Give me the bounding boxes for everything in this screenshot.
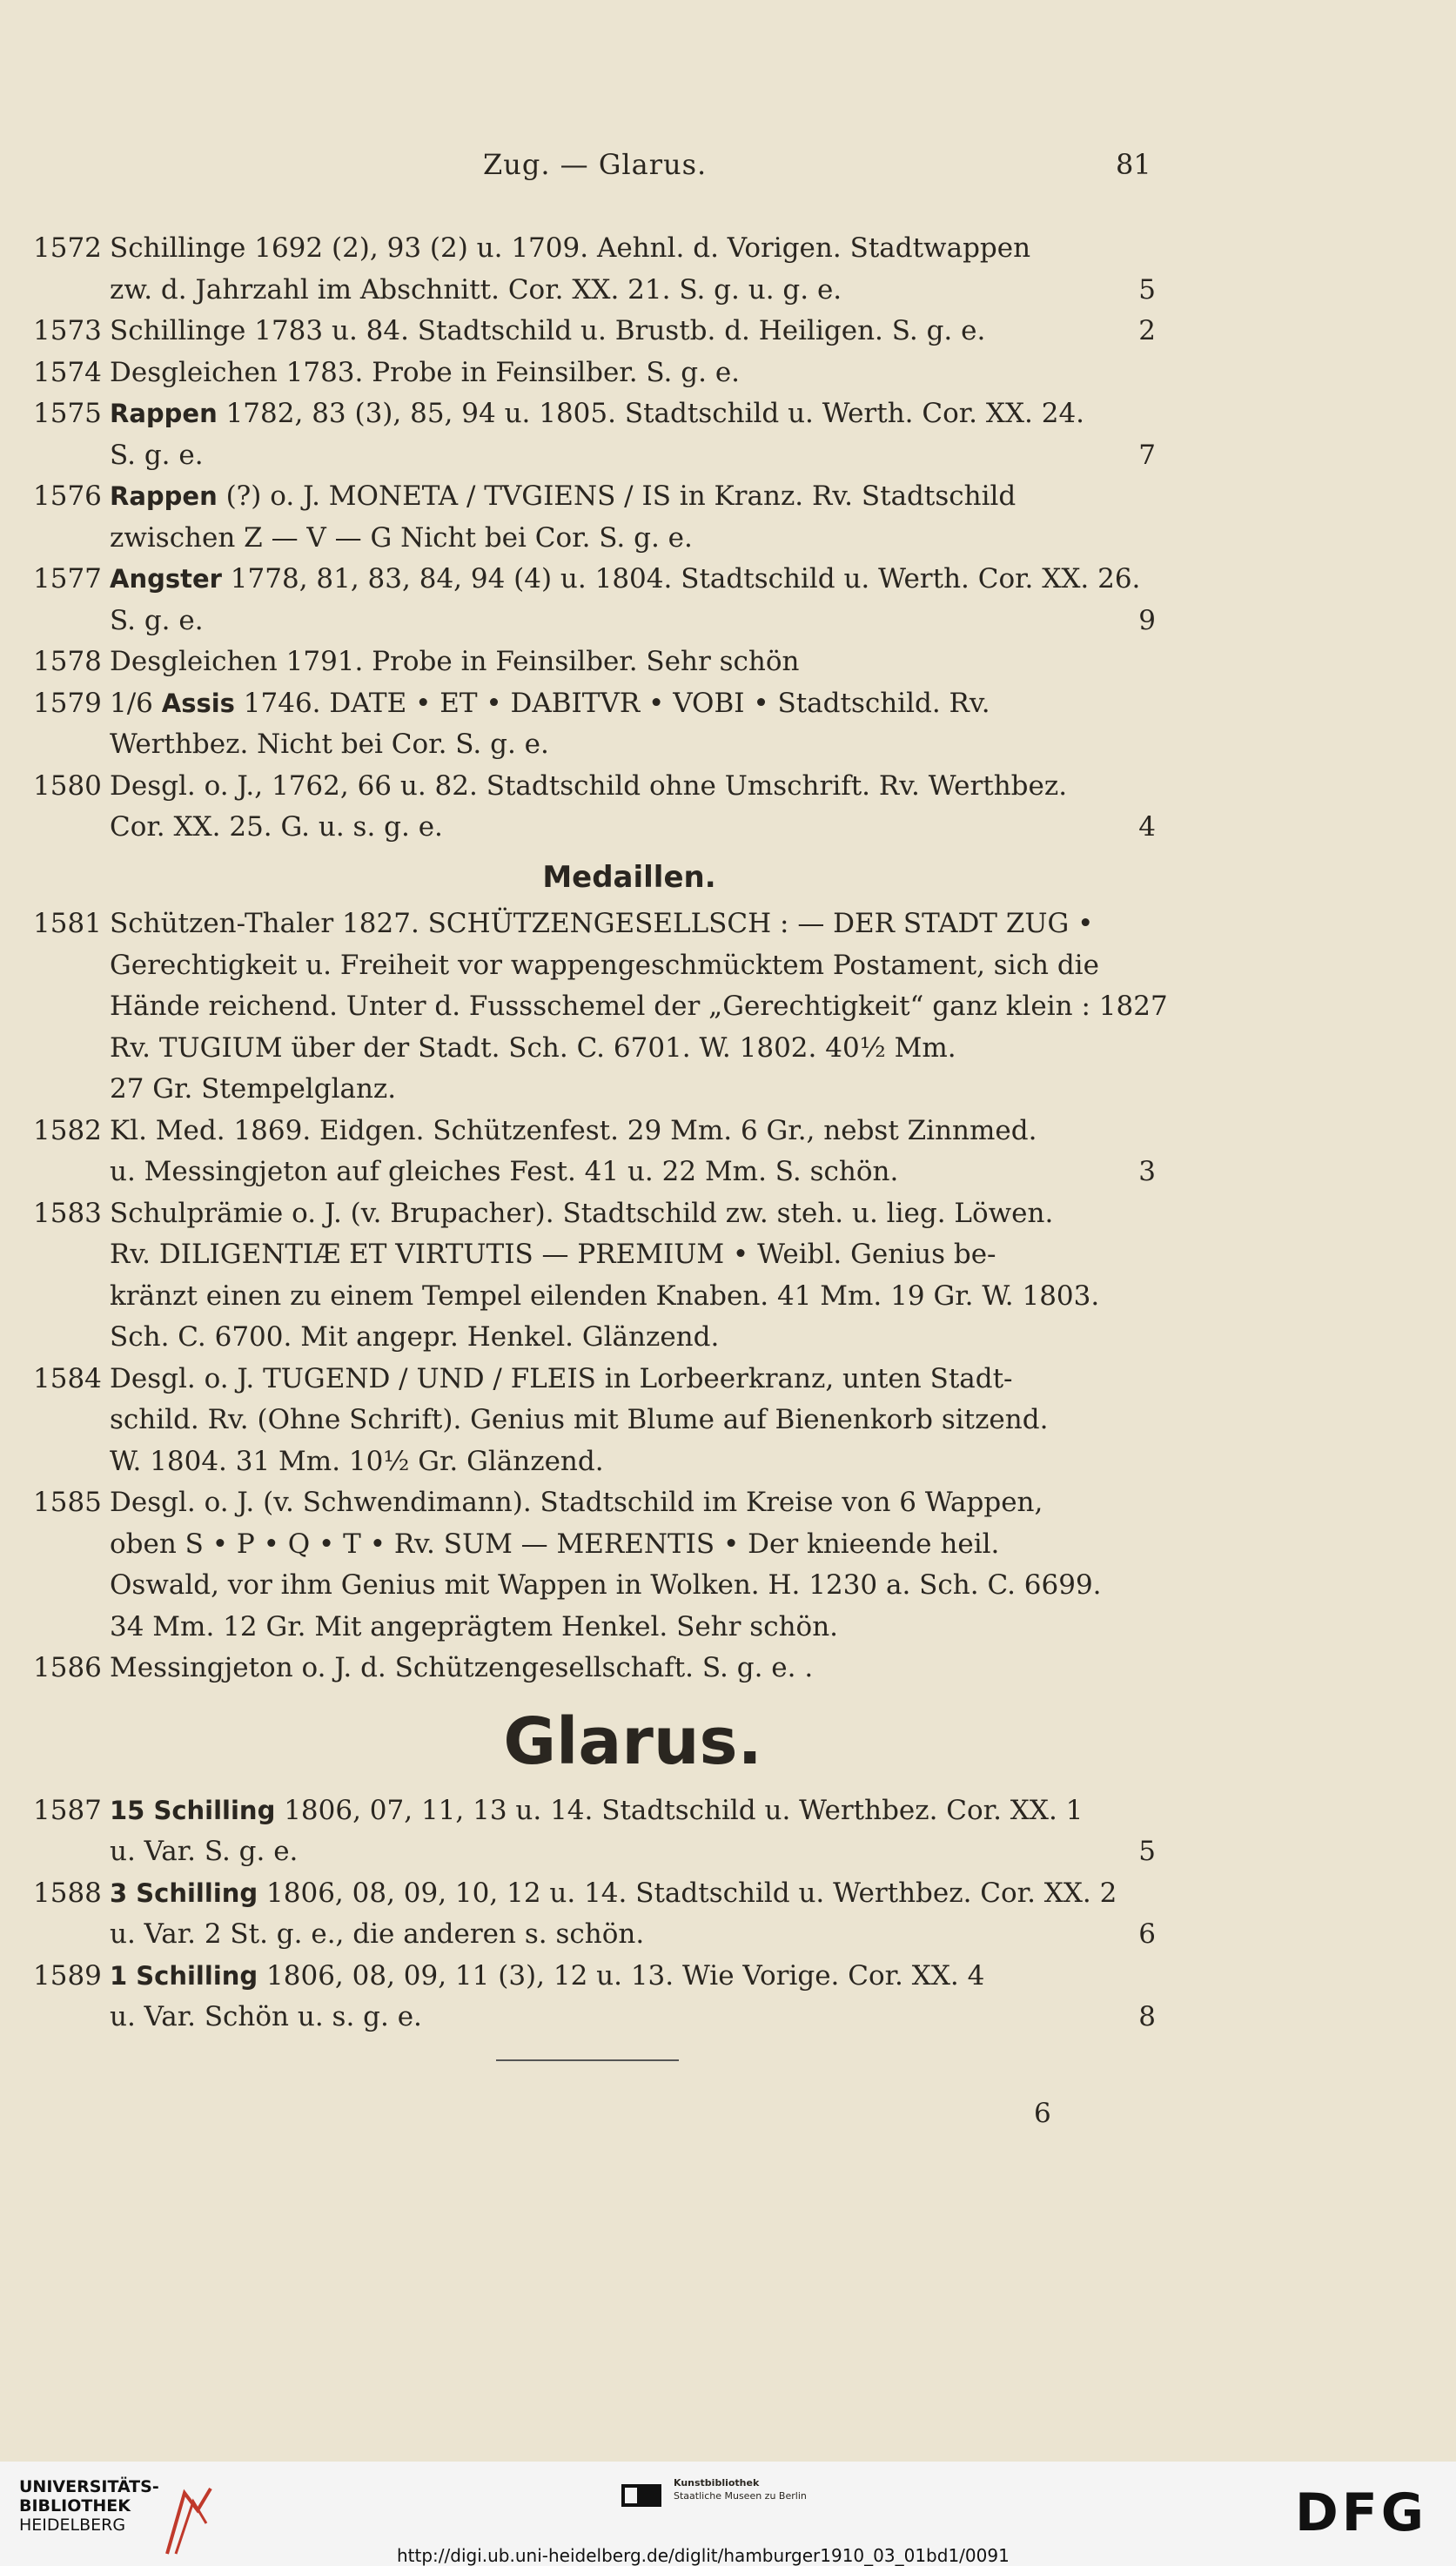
entry-number: 1581 — [33, 908, 102, 939]
lot-price — [1147, 1359, 1156, 1401]
entry-line — [110, 1400, 1156, 1441]
catalog-entry — [33, 476, 1156, 559]
coin-denomination: Rappen — [110, 399, 218, 428]
text-run: Cor. XX. 25. G. u. s. g. e. — [110, 811, 443, 843]
entry-text — [110, 945, 1099, 987]
entry-line — [110, 228, 1156, 270]
lot-price — [1147, 1276, 1156, 1318]
text-run: u. Var. 2 St. g. e., die anderen s. schön. — [110, 1918, 645, 1950]
entry-line — [110, 1831, 1156, 1873]
text-run: 1806, 07, 11, 13 u. 14. Stadtschild u. Werthbez. Cor. XX. 1 — [275, 1794, 1084, 1826]
entry-description — [110, 1956, 1156, 2039]
uni-name-line3: HEIDELBERG — [19, 2516, 126, 2535]
lot-price — [1147, 1607, 1156, 1649]
catalog-entry — [33, 683, 1156, 766]
entry-line — [110, 1873, 1156, 1915]
lot-price — [1147, 1956, 1156, 1998]
lot-price — [1147, 228, 1156, 270]
entry-text — [110, 1317, 719, 1359]
lot-price — [1147, 1565, 1156, 1607]
lot-price: 5 — [1138, 273, 1156, 306]
entry-text — [110, 986, 1168, 1028]
entry-text — [110, 1234, 996, 1276]
entry-text — [110, 1873, 1117, 1915]
entry-description — [110, 1482, 1156, 1648]
entry-number: 1586 — [33, 1652, 102, 1683]
text-run: 1778, 81, 83, 84, 94 (4) u. 1804. Stadtschild u. Werth. Cor. XX. 26. — [221, 563, 1141, 594]
catalog-entry — [33, 766, 1156, 849]
catalog-entries — [33, 228, 1168, 2039]
entry-number: 1582 — [33, 1114, 102, 1146]
lot-price — [1147, 559, 1156, 601]
entry-line — [110, 1276, 1156, 1318]
entry-text — [110, 1482, 1043, 1524]
text-run: S. g. e. — [110, 604, 204, 636]
entry-text — [110, 228, 1030, 270]
entry-text — [110, 1152, 898, 1193]
entry-description — [110, 1359, 1156, 1483]
lot-price — [1147, 724, 1156, 766]
lot-price — [1147, 642, 1156, 683]
entry-text — [110, 903, 1093, 945]
catalog-entry — [33, 1873, 1156, 1956]
entry-number: 1574 — [33, 356, 102, 388]
lot-price — [1147, 1873, 1156, 1915]
text-run: zwischen Z — V — G Nicht bei Cor. S. g. e. — [110, 521, 693, 554]
text-run: kränzt einen zu einem Tempel eilenden Knaben. 41 Mm. 19 Gr. W. 1803. — [110, 1280, 1100, 1312]
entry-text — [110, 1400, 1048, 1441]
entry-text — [110, 270, 842, 312]
entry-line — [110, 807, 1156, 849]
entry-line — [110, 1234, 1156, 1276]
entry-description — [110, 1111, 1156, 1193]
lot-price — [1147, 476, 1156, 518]
text-run: Werthbez. Nicht bei Cor. S. g. e. — [110, 729, 549, 760]
text-run: u. Messingjeton auf gleiches Fest. 41 u. 22 Mm. S. schön. — [110, 1156, 899, 1187]
entry-number: 1575 — [33, 398, 102, 429]
text-run: Messingjeton o. J. d. Schützengesellschaft. S. g. e. . — [110, 1652, 814, 1683]
catalog-entry — [33, 1111, 1156, 1193]
entry-line — [110, 1607, 1156, 1649]
text-run: Rv. TUGIUM über der Stadt. Sch. C. 6701. W. 1802. 40½ Mm. — [110, 1031, 956, 1064]
text-run: 1806, 08, 09, 10, 12 u. 14. Stadtschild u. Werthbez. Cor. XX. 2 — [258, 1877, 1117, 1909]
entry-text — [110, 807, 443, 849]
entry-number: 1580 — [33, 769, 102, 802]
entry-line — [110, 986, 1177, 1028]
entry-text — [110, 1193, 1053, 1235]
permalink-url[interactable]: http://digi.ub.uni-heidelberg.de/diglit/hamburger1910_03_01bd1/0091 — [397, 2545, 1010, 2566]
lot-price — [1168, 945, 1177, 987]
kunstbibliothek-logo[interactable] — [620, 2477, 807, 2516]
catalog-entry — [33, 228, 1156, 311]
kunstbibliothek-emblem-icon — [620, 2477, 663, 2512]
lot-price — [1147, 353, 1156, 394]
entry-description — [110, 1790, 1156, 1873]
entry-text — [110, 518, 693, 560]
entry-line — [110, 1914, 1156, 1956]
text-run: Sch. C. 6700. Mit angepr. Henkel. Glänzend. — [110, 1321, 720, 1353]
entry-line — [110, 476, 1156, 518]
lot-price: 2 — [1138, 315, 1156, 346]
entry-text — [110, 1956, 984, 1998]
lot-price — [1147, 1441, 1156, 1483]
lot-price — [1147, 766, 1156, 808]
uni-name-line1: UNIVERSITÄTS- — [19, 2477, 159, 2496]
entry-number: 1588 — [33, 1877, 102, 1909]
entry-line — [110, 353, 1156, 394]
lot-price — [1147, 1400, 1156, 1441]
entry-text — [110, 1028, 956, 1070]
text-run: Hände reichend. Unter d. Fussschemel der „Gerechtigkeit“ ganz klein : 1827 — [110, 991, 1168, 1022]
text-run: zw. d. Jahrzahl im Abschnitt. Cor. XX. 21. S. g. u. g. e. — [110, 273, 842, 306]
entry-number: 1587 — [33, 1794, 102, 1826]
entry-text — [110, 311, 985, 353]
catalog-entry — [33, 1648, 1156, 1689]
entry-text — [110, 1276, 1099, 1318]
entry-line — [110, 1111, 1156, 1152]
lot-price: 4 — [1138, 811, 1156, 843]
text-run: Desgleichen 1791. Probe in Feinsilber. Sehr schön — [110, 646, 800, 677]
entry-line — [110, 642, 1156, 683]
lot-price — [1168, 986, 1177, 1028]
lot-price: 8 — [1138, 2001, 1156, 2032]
coin-denomination: Assis — [161, 688, 235, 718]
entry-description — [110, 766, 1156, 849]
text-run: u. Var. S. g. e. — [110, 1836, 299, 1867]
running-title: Zug. — Glarus. — [483, 148, 708, 181]
footer-bar — [0, 2462, 1456, 2566]
entry-text — [110, 435, 204, 477]
lot-price — [1168, 1028, 1177, 1070]
entry-number: 1578 — [33, 646, 102, 677]
entry-text — [110, 1914, 644, 1956]
entries-zug — [33, 228, 1156, 849]
entry-line — [110, 393, 1156, 435]
entry-line — [110, 1956, 1156, 1998]
university-library-logo[interactable] — [19, 2477, 219, 2564]
entry-text — [110, 1997, 422, 2039]
text-run: 1746. DATE • ET • DABITVR • VOBI • Stadtschild. Rv. — [234, 687, 990, 719]
lot-price — [1147, 1193, 1156, 1235]
catalog-entry — [33, 311, 1156, 353]
entry-description — [110, 903, 1177, 1111]
coin-denomination: 15 Schilling — [110, 1795, 276, 1825]
entry-text — [110, 476, 1016, 518]
entry-line — [110, 1482, 1156, 1524]
entry-text — [110, 393, 1084, 435]
catalog-entry — [33, 903, 1168, 1111]
entry-line — [110, 311, 1156, 353]
entry-line — [110, 435, 1156, 477]
entry-line — [110, 270, 1156, 312]
coin-denomination: Angster — [110, 564, 222, 594]
entry-description — [110, 311, 1156, 353]
lot-price — [1147, 1648, 1156, 1689]
entry-text — [110, 642, 800, 683]
text-run: W. 1804. 31 Mm. 10½ Gr. Glänzend. — [110, 1445, 604, 1477]
entry-number: 1572 — [33, 232, 102, 264]
entry-text — [110, 601, 204, 642]
lot-price — [1168, 903, 1177, 945]
entry-text — [110, 766, 1067, 808]
text-run: 1/6 — [110, 687, 162, 719]
lot-price — [1147, 1317, 1156, 1359]
lot-price — [1147, 1524, 1156, 1566]
entry-line — [110, 903, 1177, 945]
text-run: Schillinge 1783 u. 84. Stadtschild u. Brustb. d. Heiligen. S. g. e. — [110, 315, 986, 346]
lot-price — [1147, 518, 1156, 560]
page-header — [0, 148, 1456, 191]
entry-text — [110, 683, 990, 725]
entry-line — [110, 1152, 1156, 1193]
entry-description — [110, 1193, 1156, 1359]
text-run: 27 Gr. Stempelglanz. — [110, 1073, 397, 1105]
entry-description — [110, 642, 1156, 683]
entry-description — [110, 1873, 1156, 1956]
entry-text — [110, 1441, 604, 1483]
entry-line — [110, 601, 1156, 642]
text-run: Desgleichen 1783. Probe in Feinsilber. S. g. e. — [110, 356, 741, 388]
lot-price — [1147, 1234, 1156, 1276]
entry-line — [110, 1524, 1156, 1566]
entry-line — [110, 766, 1156, 808]
catalog-entry — [33, 1482, 1156, 1648]
entry-text — [110, 1069, 396, 1111]
entry-number: 1589 — [33, 1959, 102, 1992]
entry-text — [110, 1607, 838, 1649]
lot-price: 5 — [1138, 1836, 1156, 1867]
lot-price — [1147, 1790, 1156, 1832]
entry-text — [110, 1648, 813, 1689]
entry-number: 1585 — [33, 1487, 102, 1518]
kb-name: Kunstbibliothek — [674, 2477, 760, 2489]
text-run: 1782, 83 (3), 85, 94 u. 1805. Stadtschild u. Werth. Cor. XX. 24. — [217, 398, 1085, 429]
catalog-entry — [33, 1193, 1156, 1359]
page-number: 81 — [1116, 148, 1151, 181]
text-run: Desgl. o. J., 1762, 66 u. 82. Stadtschild ohne Umschrift. Rv. Werthbez. — [110, 769, 1068, 802]
lot-price — [1147, 1482, 1156, 1524]
entry-description — [110, 1648, 1156, 1689]
entry-text — [110, 559, 1140, 601]
entry-number: 1584 — [33, 1362, 102, 1394]
text-run: S. g. e. — [110, 439, 204, 471]
uni-name-line2: BIBLIOTHEK — [19, 2496, 131, 2516]
entry-line — [110, 518, 1156, 560]
text-run: Schillinge 1692 (2), 93 (2) u. 1709. Aehnl. d. Vorigen. Stadtwappen — [110, 232, 1031, 264]
text-run: Schützen-Thaler 1827. SCHÜTZENGESELLSCH : — DER STADT ZUG • — [110, 908, 1094, 939]
text-run: (?) o. J. MONETA / TVGIENS / IS in Kranz. Rv. Stadtschild — [217, 480, 1017, 512]
text-run: u. Var. Schön u. s. g. e. — [110, 2001, 422, 2032]
entry-line — [110, 945, 1177, 987]
text-run: Kl. Med. 1869. Eidgen. Schützenfest. 29 Mm. 6 Gr., nebst Zinnmed. — [110, 1114, 1037, 1146]
catalog-entry — [33, 1790, 1156, 1873]
text-run: 34 Mm. 12 Gr. Mit angeprägtem Henkel. Sehr schön. — [110, 1610, 839, 1642]
entry-description — [110, 353, 1156, 394]
entry-line — [110, 1648, 1156, 1689]
text-run: Desgl. o. J. (v. Schwendimann). Stadtschild im Kreise von 6 Wappen, — [110, 1487, 1043, 1518]
entry-number: 1573 — [33, 315, 102, 346]
entry-line — [110, 1069, 1177, 1111]
lot-price — [1147, 683, 1156, 725]
entry-number: 1577 — [33, 563, 102, 594]
section-heading-glarus: Glarus. — [503, 1703, 762, 1779]
end-rule — [496, 2059, 679, 2061]
entry-line — [110, 1359, 1156, 1401]
text-run: Gerechtigkeit u. Freiheit vor wappengeschmücktem Postament, sich die — [110, 949, 1099, 981]
entry-line — [110, 1028, 1177, 1070]
lot-price — [1147, 393, 1156, 435]
entry-line — [110, 1441, 1156, 1483]
coin-denomination: Rappen — [110, 481, 218, 511]
catalog-entry — [33, 1956, 1156, 2039]
lot-price — [1147, 1111, 1156, 1152]
catalog-entry — [33, 559, 1156, 642]
entry-text — [110, 1565, 1102, 1607]
entry-description — [110, 476, 1156, 559]
text-run: Schulprämie o. J. (v. Brupacher). Stadtschild zw. steh. u. lieg. Löwen. — [110, 1197, 1054, 1229]
text-run: Oswald, vor ihm Genius mit Wappen in Wolken. H. 1230 a. Sch. C. 6699. — [110, 1569, 1102, 1601]
entry-line — [110, 1565, 1156, 1607]
text-run: Desgl. o. J. TUGEND / UND / FLEIS in Lorbeerkranz, unten Stadt- — [110, 1362, 1013, 1394]
text-run: Rv. DILIGENTIÆ ET VIRTUTIS — PREMIUM • Weibl. Genius be- — [110, 1239, 996, 1270]
entry-description — [110, 683, 1156, 766]
lot-price: 3 — [1138, 1156, 1156, 1187]
entry-number: 1576 — [33, 480, 102, 512]
entry-description — [110, 559, 1156, 642]
entry-description — [110, 228, 1156, 311]
uni-emblem-icon — [158, 2484, 219, 2563]
entry-text — [110, 353, 740, 394]
entry-text — [110, 1359, 1013, 1401]
entry-line — [110, 1193, 1156, 1235]
lot-price: 9 — [1138, 604, 1156, 636]
entry-line — [110, 683, 1156, 725]
coin-denomination: 1 Schilling — [110, 1960, 258, 1991]
catalog-entry — [33, 642, 1156, 683]
catalog-entry — [33, 393, 1156, 476]
catalog-entry — [33, 1359, 1156, 1483]
lot-price: 7 — [1138, 439, 1156, 471]
coin-denomination: 3 Schilling — [110, 1877, 258, 1908]
section-heading-medaillen: Medaillen. — [542, 859, 716, 895]
entry-line — [110, 1790, 1156, 1832]
text-run: schild. Rv. (Ohne Schrift). Genius mit Blume auf Bienenkorb sitzend. — [110, 1404, 1049, 1435]
entry-line — [110, 724, 1156, 766]
entry-line — [110, 1317, 1156, 1359]
lot-price: 6 — [1138, 1918, 1156, 1950]
entry-text — [110, 1524, 999, 1566]
dfg-logo[interactable]: DFG — [1295, 2482, 1428, 2543]
entry-line — [110, 559, 1156, 601]
entry-number: 1583 — [33, 1197, 102, 1229]
entry-line — [110, 1997, 1156, 2039]
kb-subname: Staatliche Museen zu Berlin — [674, 2490, 807, 2502]
entry-text — [110, 724, 549, 766]
entries-medaillen — [33, 903, 1168, 1689]
entries-glarus — [33, 1790, 1156, 2039]
lot-price — [1168, 1069, 1177, 1111]
entry-description — [110, 393, 1156, 476]
signature-mark: 6 — [1034, 2098, 1051, 2129]
entry-text — [110, 1831, 298, 1873]
entry-text — [110, 1111, 1037, 1152]
text-run: 1806, 08, 09, 11 (3), 12 u. 13. Wie Vorige. Cor. XX. 4 — [258, 1959, 985, 1992]
catalog-entry — [33, 353, 1156, 394]
entry-number: 1579 — [33, 687, 102, 719]
text-run: oben S • P • Q • T • Rv. SUM — MERENTIS • Der knieende heil. — [110, 1528, 1000, 1560]
entry-text — [110, 1790, 1083, 1832]
